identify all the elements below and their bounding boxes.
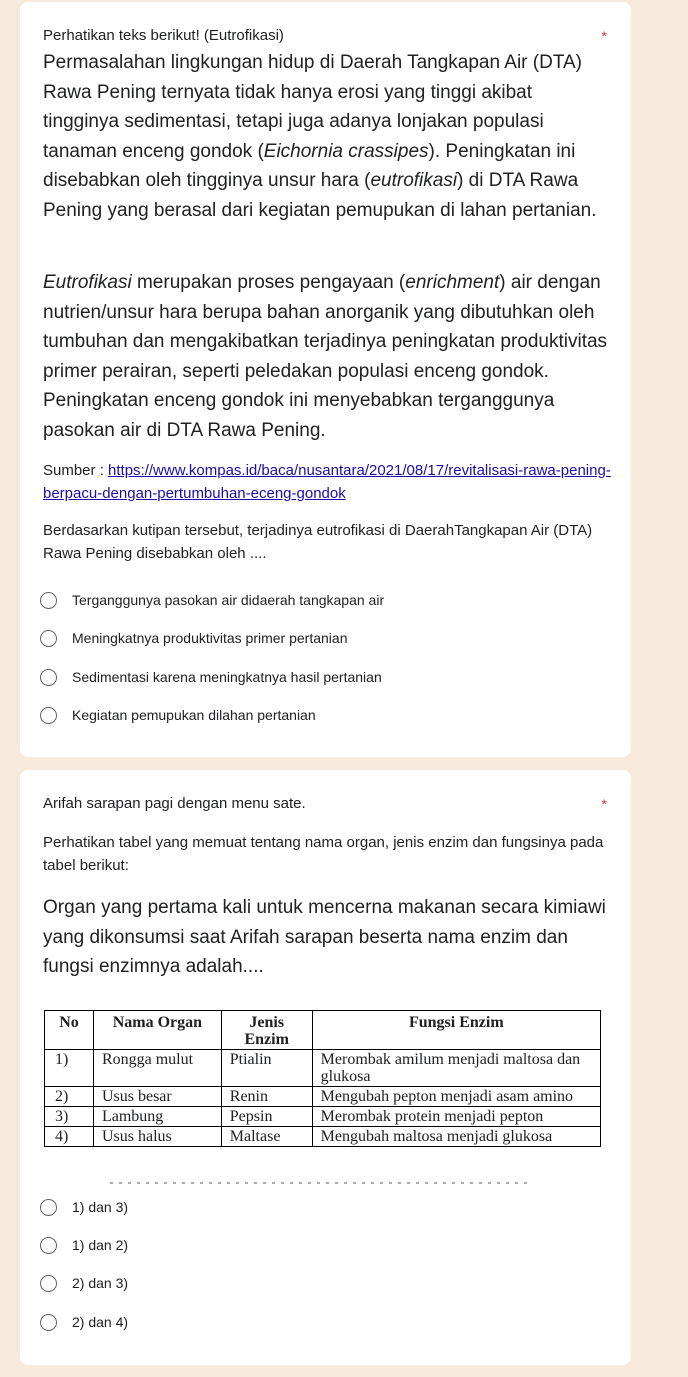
radio-circle-icon[interactable]: [40, 1275, 57, 1292]
radio-circle-icon[interactable]: [40, 1199, 57, 1216]
table-row: [45, 1050, 601, 1087]
table-cell: Merombak protein menjadi pepton: [312, 1107, 600, 1127]
table-cell: Usus halus: [93, 1127, 221, 1147]
table-header-row: [45, 1011, 601, 1050]
header-fungsi: Fungsi Enzim: [312, 1011, 600, 1050]
header-organ: Nama Organ: [93, 1011, 221, 1050]
enzyme-table: [44, 1010, 601, 1147]
passage-paragraph-2: Eutrofikasi merupakan proses pengayaan (enrichment) air dengan nutrien/unsur hara berupa bahan anorganik yang dibutuhkan oleh tumbuhan dan mengakibatkan terjadinya peningkatan produktivitas primer perairan, seperti peledakan populasi enceng gondok. Peningkatan enceng gondok ini menyebabkan terganggunya pasokan air di DTA Rawa Pening.: [43, 272, 608, 441]
question-title: Perhatikan teks berikut! (Eutrofikasi): [43, 27, 284, 44]
table-cell: Usus besar: [93, 1087, 221, 1107]
table-cell: Merombak amilum menjadi maltosa dan glukosa: [312, 1050, 600, 1087]
table-row: [45, 1087, 601, 1107]
radio-option-4[interactable]: Kegiatan pemupukan dilahan pertanian: [40, 703, 316, 727]
table-cell: Renin: [221, 1087, 312, 1107]
table-cell: Mengubah pepton menjadi asam amino: [312, 1087, 600, 1107]
table-cell: Rongga mulut: [93, 1050, 221, 1087]
question-card-eutrofikasi: [20, 2, 631, 757]
radio-circle-icon[interactable]: [40, 1237, 57, 1254]
radio-circle-icon[interactable]: [40, 669, 57, 686]
radio-option-1[interactable]: Terganggunya pasokan air didaerah tangkapan air: [40, 588, 384, 612]
table-row: [45, 1107, 601, 1127]
radio-option-4[interactable]: 2) dan 4): [40, 1310, 128, 1334]
radio-circle-icon[interactable]: [40, 707, 57, 724]
question-text: Berdasarkan kutipan tersebut, terjadinya eutrofikasi di DaerahTangkapan Air (DTA) Rawa Pening disebabkan oleh ....: [43, 522, 593, 562]
table-cell: 2): [45, 1087, 94, 1107]
table-cell: Pepsin: [221, 1107, 312, 1127]
enzyme-table-image: [44, 1010, 602, 1180]
question-text: Organ yang pertama kali untuk mencerna makanan secara kimiawi yang dikonsumsi saat Arifah sarapan beserta nama enzim dan fungsi enzimnya adalah....: [43, 897, 606, 977]
question-title: Arifah sarapan pagi dengan menu sate.: [43, 795, 306, 812]
header-enzim: Jenis Enzim: [221, 1011, 312, 1050]
required-asterisk: *: [601, 28, 607, 44]
question-card-enzim: [20, 770, 631, 1365]
source-link[interactable]: https://www.kompas.id/baca/nusantara/2021/08/17/revitalisasi-rawa-pening-berpacu-dengan-pertumbuhan-eceng-gondok: [43, 462, 611, 502]
table-cell: 4): [45, 1127, 94, 1147]
table-cell: Ptialin: [221, 1050, 312, 1087]
table-cell: Maltase: [221, 1127, 312, 1147]
radio-option-3[interactable]: 2) dan 3): [40, 1271, 128, 1295]
image-crop-edge: [110, 1182, 530, 1184]
passage-paragraph-1: Permasalahan lingkungan hidup di Daerah Tangkapan Air (DTA) Rawa Pening ternyata tidak hanya erosi yang tinggi akibat tingginya sedimentasi, tetapi juga adanya lonjakan populasi tanaman enceng gondok (Eichornia crassipes). Peningkatan ini disebabkan oleh tingginya unsur hara (eutrofikasi) di DTA Rawa Pening yang berasal dari kegiatan pemupukan di lahan pertanian.: [43, 52, 597, 221]
source-citation: Sumber : https://www.kompas.id/baca/nusantara/2021/08/17/revitalisasi-rawa-pening-berpacu-dengan-pertumbuhan-eceng-gondok: [43, 462, 611, 502]
header-no: No: [45, 1011, 94, 1050]
radio-option-1[interactable]: 1) dan 3): [40, 1195, 128, 1219]
table-cell: Lambung: [93, 1107, 221, 1127]
radio-circle-icon[interactable]: [40, 1314, 57, 1331]
required-asterisk: *: [601, 796, 607, 812]
radio-option-2[interactable]: Meningkatnya produktivitas primer pertanian: [40, 626, 347, 650]
radio-circle-icon[interactable]: [40, 592, 57, 609]
table-cell: 1): [45, 1050, 94, 1087]
question-intro: Perhatikan tabel yang memuat tentang nama organ, jenis enzim dan fungsinya pada tabel berikut:: [43, 834, 604, 874]
radio-option-2[interactable]: 1) dan 2): [40, 1233, 128, 1257]
table-cell: 3): [45, 1107, 94, 1127]
radio-option-3[interactable]: Sedimentasi karena meningkatnya hasil pertanian: [40, 665, 382, 689]
radio-circle-icon[interactable]: [40, 630, 57, 647]
table-row: [45, 1127, 601, 1147]
table-cell: Mengubah maltosa menjadi glukosa: [312, 1127, 600, 1147]
